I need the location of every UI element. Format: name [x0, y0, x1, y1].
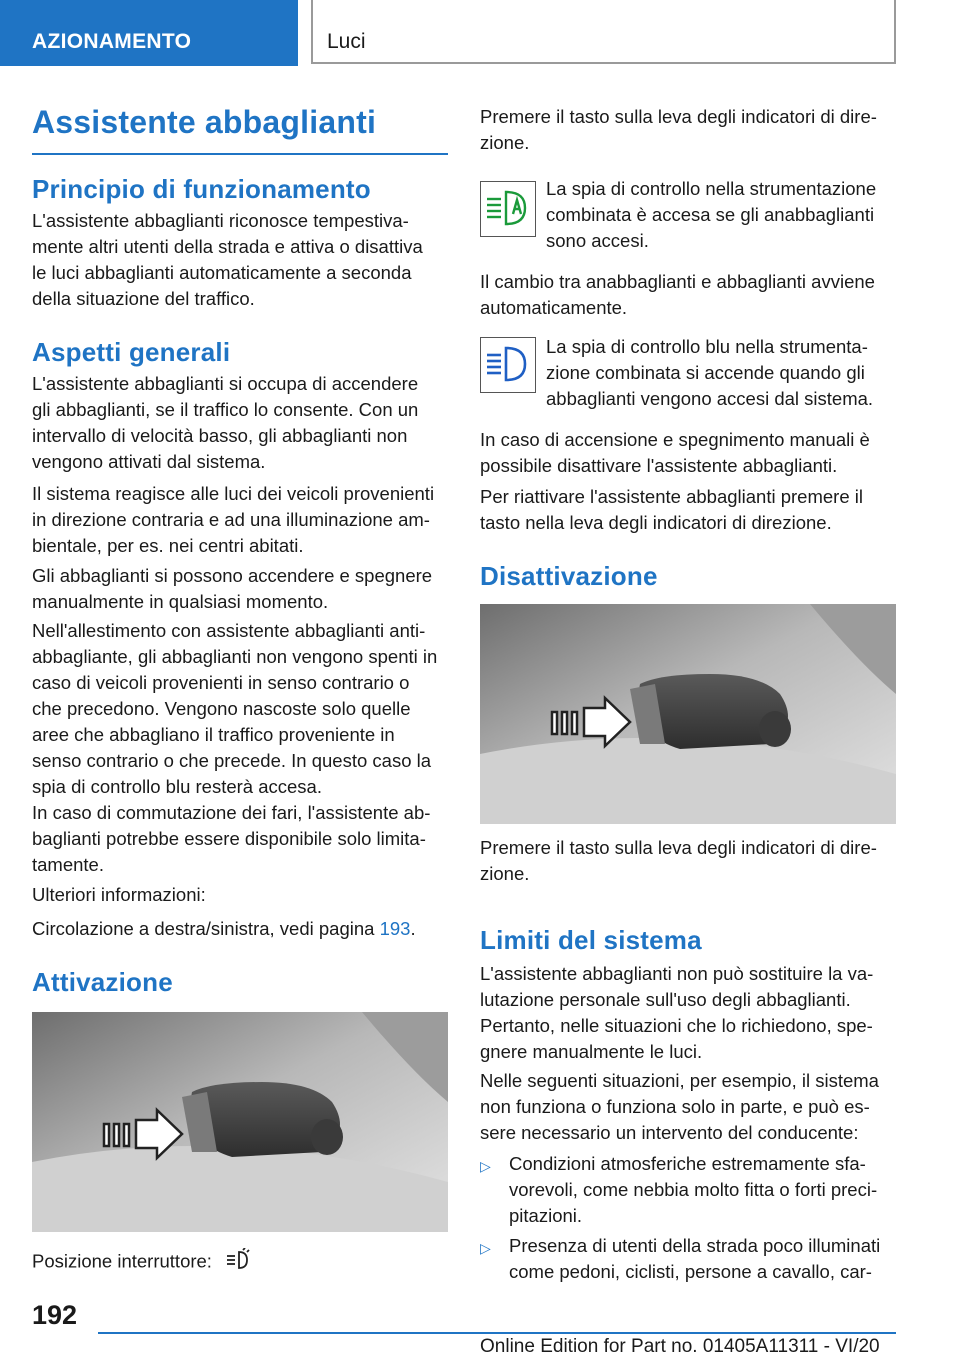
text-line: abbaglianti vengono accesi dal sistema. [546, 388, 874, 409]
auto-high-beam-indicator-icon [480, 181, 536, 237]
paragraph-premere-1 [480, 104, 900, 156]
text-line: Presenza di utenti della strada poco illuminati [509, 1235, 881, 1256]
text-line: vorevoli, come nebbia molto fitta o forti preci- [509, 1179, 878, 1200]
paragraph-limiti-2 [480, 1068, 900, 1146]
paragraph-aspetti-1 [32, 371, 452, 475]
paragraph-cambio [480, 269, 900, 321]
heading-aspetti: Aspetti generali [32, 337, 231, 367]
posizione-text: Posizione interruttore: [32, 1250, 212, 1272]
text-line: come pedoni, ciclisti, persone a cavallo, car- [509, 1261, 872, 1282]
text-line: Condizioni atmosferiche estremamente sfa- [509, 1153, 866, 1174]
footer-edition: Online Edition for Part no. 01405A11311 - VI/20 [480, 1336, 880, 1357]
text-line: intervallo di velocità basso, gli abbaglianti non [32, 425, 408, 446]
paragraph-aspetti-5 [32, 800, 452, 878]
text-line: Nell'allestimento con assistente abbaglianti anti- [32, 620, 426, 641]
text-line: abbagliante, gli abbaglianti non vengono spenti in [32, 646, 438, 667]
text-line: sere necessario un intervento del conducente: [480, 1122, 859, 1143]
text-line: caso di veicoli provenienti in senso contrario o [32, 672, 410, 693]
stalk-photo-deactivation [480, 604, 896, 824]
text-line: tamente. [32, 854, 104, 875]
bullet-triangle-icon: ▷ [480, 1240, 491, 1256]
text-line: Il sistema reagisce alle luci dei veicoli provenienti [32, 483, 435, 504]
text-line: Il cambio tra anabbaglianti e abbaglianti avviene [480, 271, 875, 292]
text-line: lutazione personale sull'uso degli abbaglianti. [480, 989, 851, 1010]
text-line: La spia di controllo nella strumentazione [546, 178, 877, 199]
text-line: zione. [480, 863, 530, 884]
text-line: Per riattivare l'assistente abbaglianti premere il [480, 486, 863, 507]
list-item [480, 1151, 900, 1229]
text-line: vengono attivati dal sistema. [32, 451, 266, 472]
icon2-description [546, 334, 896, 412]
text-line: L'assistente abbaglianti non può sostituire la va- [480, 963, 874, 984]
page-title: Assistente abbaglianti [32, 104, 448, 155]
text-line: La spia di controllo blu nella strumenta- [546, 336, 868, 357]
text-line: pitazioni. [509, 1205, 583, 1226]
text-line: che precedono. Vengono nascoste solo quelle [32, 698, 411, 719]
icon1-description [546, 176, 896, 254]
stalk-illustration [32, 1012, 448, 1232]
text-line: della situazione del traffico. [32, 288, 255, 309]
text-line: Premere il tasto sulla leva degli indicatori di dire- [480, 837, 877, 858]
text-line: manualmente in qualsiasi momento. [32, 591, 329, 612]
circolazione-suffix: . [410, 918, 416, 939]
circolazione-text: Circolazione a destra/sinistra, vedi pagina [32, 918, 380, 939]
text-line: combinata è accesa se gli anabbaglianti [546, 204, 875, 225]
text-line: mente altri utenti della strada e attiva o disattiva [32, 236, 423, 257]
paragraph-aspetti-4 [32, 618, 452, 800]
heading-principio: Principio di funzionamento [32, 174, 371, 204]
text-line: In caso di commutazione dei fari, l'assistente ab- [32, 802, 431, 823]
stalk-illustration [480, 604, 896, 824]
text-line: baglianti potrebbe essere disponibile solo limita- [32, 828, 426, 849]
bullet-triangle-icon: ▷ [480, 1158, 491, 1174]
paragraph-premere-2 [480, 835, 900, 887]
section-tab: AZIONAMENTO [0, 0, 298, 66]
text-line: gnere manualmente le luci. [480, 1041, 703, 1062]
text-line: L'assistente abbaglianti riconosce tempestiva- [32, 210, 409, 231]
text-line: L'assistente abbaglianti si occupa di accendere [32, 373, 419, 394]
text-line: sono accesi. [546, 230, 649, 251]
high-beam-indicator-icon [480, 337, 536, 393]
page-number: 192 [32, 1300, 78, 1330]
chapter-label: Luci [311, 0, 896, 64]
paragraph-limiti-1 [480, 961, 900, 1065]
text-line: tasto nella leva degli indicatori di direzione. [480, 512, 832, 533]
text-line: senso contrario o che precede. In questo caso la [32, 750, 432, 771]
text-line: le luci abbaglianti automaticamente a seconda [32, 262, 412, 283]
text-line: Pertanto, nelle situazioni che lo richiedono, spe- [480, 1015, 873, 1036]
text-line: spia di controllo blu resterà accesa. [32, 776, 322, 797]
heading-attivazione: Attivazione [32, 967, 173, 997]
text-line: zione. [480, 132, 530, 153]
list-item [480, 1233, 900, 1285]
stalk-photo-activation [32, 1012, 448, 1232]
text-line: Nelle seguenti situazioni, per esempio, il sistema [480, 1070, 879, 1091]
text-line: bientale, per es. nei centri abitati. [32, 535, 304, 556]
page-link-193[interactable]: 193 [379, 918, 411, 939]
paragraph-circolazione [32, 916, 416, 942]
text-line: possibile disattivare l'assistente abbaglianti. [480, 455, 838, 476]
footer-divider [98, 1332, 896, 1334]
text-line: gli abbaglianti, se il traffico lo consente. Con un [32, 399, 419, 420]
switch-position-icon [225, 1248, 251, 1277]
paragraph-principio [32, 208, 452, 312]
text-line: automaticamente. [480, 297, 628, 318]
text-line: In caso di accensione e spegnimento manuali è [480, 429, 870, 450]
text-line: Premere il tasto sulla leva degli indicatori di dire- [480, 106, 877, 127]
paragraph-riattivare [480, 484, 900, 536]
paragraph-aspetti-3 [32, 563, 452, 615]
paragraph-ulteriori: Ulteriori informazioni: [32, 884, 206, 905]
bullet-2-text [509, 1233, 900, 1285]
heading-limiti: Limiti del sistema [480, 925, 702, 955]
heading-disattivazione: Disattivazione [480, 561, 658, 591]
text-line: in direzione contraria e ad una illuminazione am- [32, 509, 430, 530]
paragraph-posizione [32, 1248, 251, 1277]
paragraph-aspetti-2 [32, 481, 452, 559]
text-line: aree che abbagliano il traffico proveniente in [32, 724, 395, 745]
text-line: Gli abbaglianti si possono accendere e spegnere [32, 565, 433, 586]
text-line: non funziona o funziona solo in parte, e può es- [480, 1096, 870, 1117]
paragraph-accensione [480, 427, 900, 479]
bullet-1-text [509, 1151, 900, 1229]
page-header [0, 0, 960, 66]
text-line: zione combinata si accende quando gli [546, 362, 865, 383]
